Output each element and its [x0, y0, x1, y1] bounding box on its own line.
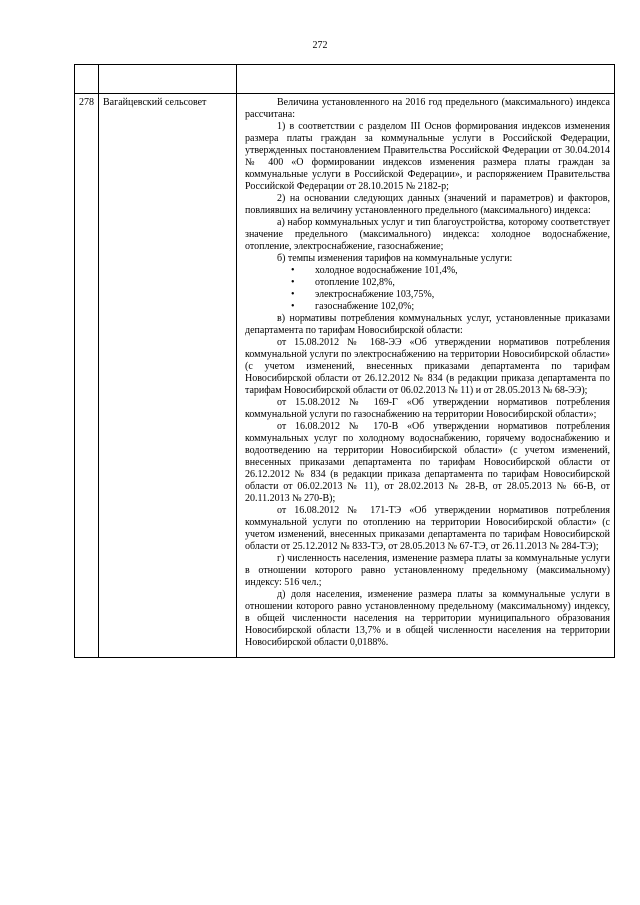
page-number: 272 [312, 40, 328, 51]
paragraph: в) нормативы потребления коммунальных услуг, установленные приказами департамента по тарифам Новосибирской области: [245, 313, 610, 336]
index-description [237, 94, 615, 658]
empty-cell [75, 65, 99, 94]
table-header-row [75, 65, 615, 94]
paragraph-group [245, 313, 610, 649]
paragraph: г) численность населения, изменение размера платы за коммунальные услуги в отношении которого равно установленному предельному (максимальному) индексу: 516 чел.; [245, 553, 610, 588]
list-item-text: отопление 102,8%, [315, 277, 395, 288]
paragraph: б) темпы изменения тарифов на коммунальные услуги: [277, 253, 513, 264]
paragraph: Величина установленного на 2016 год предельного (максимального) индекса рассчитана: [245, 97, 610, 120]
list-item-text: электроснабжение 103,75%, [315, 289, 435, 300]
bullet-icon: • [291, 289, 295, 300]
list-item [245, 277, 610, 289]
list-item [245, 289, 610, 301]
tariff-list [245, 265, 610, 313]
paragraph: д) доля населения, изменение размера платы за коммунальные услуги в отношении которого равно установленному предельному (максимальному) индексу, в общей численности населения на территории муниципального образования Новосибирской области 13,7% и в общей численности населения на территории Новосибирской области 0,0188%. [245, 589, 610, 648]
bullet-icon: • [291, 265, 295, 276]
bullet-icon: • [291, 277, 295, 288]
municipality-name: Вагайцевский сельсовет [99, 94, 237, 658]
list-item [245, 301, 610, 313]
list-item [245, 265, 610, 277]
list-item-text: газоснабжение 102,0%; [315, 301, 415, 312]
list-item-text: холодное водоснабжение 101,4%, [315, 265, 458, 276]
paragraph: от 15.08.2012 № 169-Г «Об утверждении нормативов потребления коммунальной услуги по газоснабжению на территории Новосибирской области»; [245, 397, 610, 420]
empty-cell [99, 65, 237, 94]
paragraph: а) набор коммунальных услуг и тип благоустройства, которому соответствует значение предельного (максимального) индекса: холодное водоснабжение, отопление, электроснабжение, газоснабжение; [245, 217, 610, 252]
paragraph: 1) в соответствии с разделом III Основ формирования индексов изменения размера платы граждан за коммунальные услуги в Российской Федерации, утвержденных постановлением Правительства Российской Федерации от 30.04.2014 № 400 «О формировании индексов изменения размера платы граждан за коммунальные услуги в Российской Федерации», и распоряжением Правительства Российской Федерации от 28.10.2015 № 2182-р; [245, 121, 610, 192]
bullet-icon: • [291, 301, 295, 312]
paragraph: от 16.08.2012 № 170-В «Об утверждении нормативов потребления коммунальных услуг по холодному водоснабжению, горячему водоснабжению и водоотведению на территории Новосибирской области» (с учетом изменений, внесенных приказами департамента по тарифам Новосибирской области от 26.12.2012 № 834 (в редакции приказа департамента по тарифам Новосибирской области от 06.02.2013 № 11), от 28.02.2013 № 28-В, от 28.05.2013 № 66-В, от 20.11.2013 № 270-В); [245, 421, 610, 504]
paragraph: 2) на основании следующих данных (значений и параметров) и факторов, повлиявших на величину установленного предельного (максимального) индекса: [245, 193, 610, 216]
row-number: 278 [75, 94, 99, 658]
table-row [75, 94, 615, 658]
paragraph: от 15.08.2012 № 168-ЭЭ «Об утверждении нормативов потребления коммунальной услуги по электроснабжению на территории Новосибирской области» (с учетом изменений, внесенных приказами департамента по тарифам Новосибирской области от 26.12.2012 № 834 (в редакции приказа департамента по тарифам Новосибирской области от 06.02.2013 № 11) и от 28.05.2013 № 68-ЭЭ); [245, 337, 610, 396]
index-table [74, 64, 615, 658]
paragraph-group [245, 97, 610, 265]
empty-cell [237, 65, 615, 94]
paragraph: от 16.08.2012 № 171-ТЭ «Об утверждении нормативов потребления коммунальной услуги по отоплению на территории Новосибирской области» (с учетом изменений, внесенных приказами департамента по тарифам Новосибирской области от 25.12.2012 № 833-ТЭ, от 28.05.2013 № 67-ТЭ, от 26.11.2013 № 284-ТЭ); [245, 505, 610, 552]
